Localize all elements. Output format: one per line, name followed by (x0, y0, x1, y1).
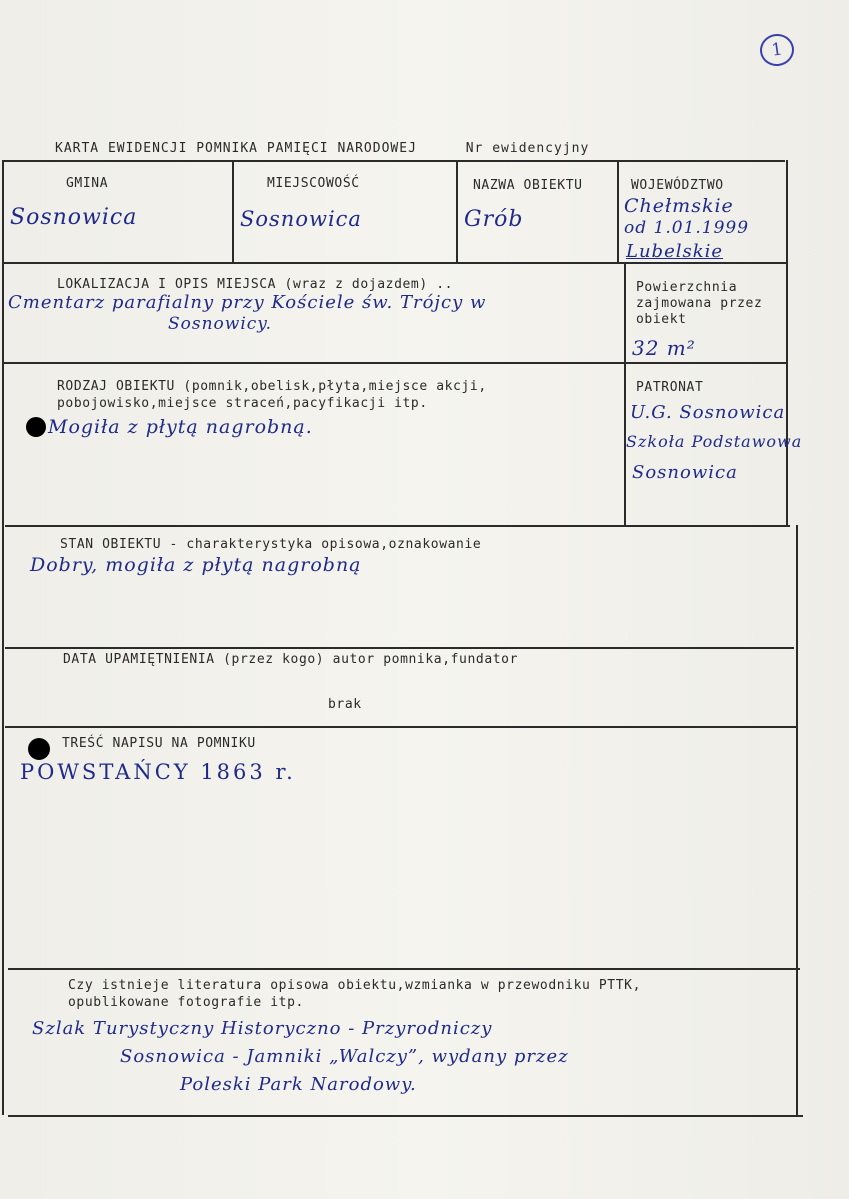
table-line-col1 (232, 160, 234, 262)
literatura-label-1: Czy istnieje literatura opisowa obiektu,wzmianka w przewodniku PTTK, (68, 978, 642, 993)
data-upamietnienia-label: DATA UPAMIĘTNIENIA (przez kogo) autor pomnika,fundator (63, 652, 519, 667)
table-line-col3 (617, 160, 619, 262)
table-line-col2 (456, 160, 458, 262)
literatura-line-3: Poleski Park Narodowy. (180, 1074, 417, 1095)
punch-hole-lower (28, 738, 50, 760)
wojewodztwo-line-1: Chełmskie (624, 195, 734, 217)
table-line-row6 (8, 968, 800, 970)
lokalizacja-line-2: Sosnowicy. (168, 314, 273, 334)
rodzaj-label-1: RODZAJ OBIEKTU (pomnik,obelisk,płyta,miejsce akcji, (57, 379, 487, 394)
gmina-value: Sosnowica (10, 205, 138, 230)
patronat-label: PATRONAT (636, 380, 704, 395)
data-upamietnienia-value: brak (328, 697, 362, 712)
page-number: 1 (758, 32, 796, 68)
miejscowosc-value: Sosnowica (240, 207, 362, 231)
gmina-label: GMINA (66, 176, 109, 191)
table-line-left (2, 160, 4, 1115)
lokalizacja-line-1: Cmentarz parafialny przy Kościele św. Trójcy w (8, 292, 487, 313)
patronat-line-3: Sosnowica (632, 462, 738, 483)
powierzchnia-value: 32 m² (632, 336, 696, 360)
powierzchnia-label-1: Powierzchnia (636, 280, 738, 295)
table-line-right-lower (796, 525, 798, 1115)
stan-label: STAN OBIEKTU - charakterystyka opisowa,oznakowanie (60, 537, 482, 552)
literatura-line-1: Szlak Turystyczny Historyczno - Przyrodniczy (32, 1018, 493, 1039)
table-line-right (786, 160, 788, 525)
powierzchnia-label-2: zajmowana przez (636, 296, 763, 311)
miejscowosc-label: MIEJSCOWOŚĆ (267, 176, 360, 191)
patronat-line-2: Szkoła Podstawowa (626, 432, 803, 451)
form-title (55, 141, 589, 156)
punch-hole-upper (26, 417, 46, 437)
nazwa-obiektu-label: NAZWA OBIEKTU (473, 178, 583, 193)
table-line-row4 (5, 647, 794, 649)
wojewodztwo-line-2: od 1.01.1999 (624, 218, 750, 238)
table-line-top (3, 160, 785, 162)
form-title-text: KARTA EWIDENCJI POMNIKA PAMIĘCI NARODOWEJ (55, 141, 417, 156)
patronat-line-1: U.G. Sosnowica (630, 402, 786, 423)
table-line-row2 (3, 362, 787, 364)
table-line-row5 (5, 726, 797, 728)
nazwa-obiektu-value: Grób (464, 207, 524, 232)
rodzaj-label-2: pobojowisko,miejsce straceń,pacyfikacji itp. (57, 396, 428, 411)
table-line-row1 (3, 262, 787, 264)
nr-ewidencyjny-label: Nr ewidencyjny (465, 141, 590, 156)
table-line-bottom (8, 1115, 803, 1117)
stan-value: Dobry, mogiła z płytą nagrobną (30, 554, 362, 576)
powierzchnia-label-3: obiekt (636, 312, 687, 327)
tresc-napisu-value: POWSTAŃCY 1863 r. (20, 760, 296, 784)
rodzaj-value: Mogiła z płytą nagrobną. (48, 416, 313, 438)
literatura-label-2: opublikowane fotografie itp. (68, 995, 304, 1010)
wojewodztwo-line-3: Lubelskie (626, 241, 724, 262)
literatura-line-2: Sosnowica - Jamniki „Walczy”, wydany przez (120, 1046, 569, 1067)
lokalizacja-label: LOKALIZACJA I OPIS MIEJSCA (wraz z dojazdem) .. (57, 277, 454, 292)
tresc-napisu-label: TREŚĆ NAPISU NA POMNIKU (62, 736, 256, 751)
table-line-row3 (5, 525, 790, 527)
wojewodztwo-label: WOJEWÓDZTWO (631, 178, 724, 193)
table-line-col-side (624, 262, 626, 525)
